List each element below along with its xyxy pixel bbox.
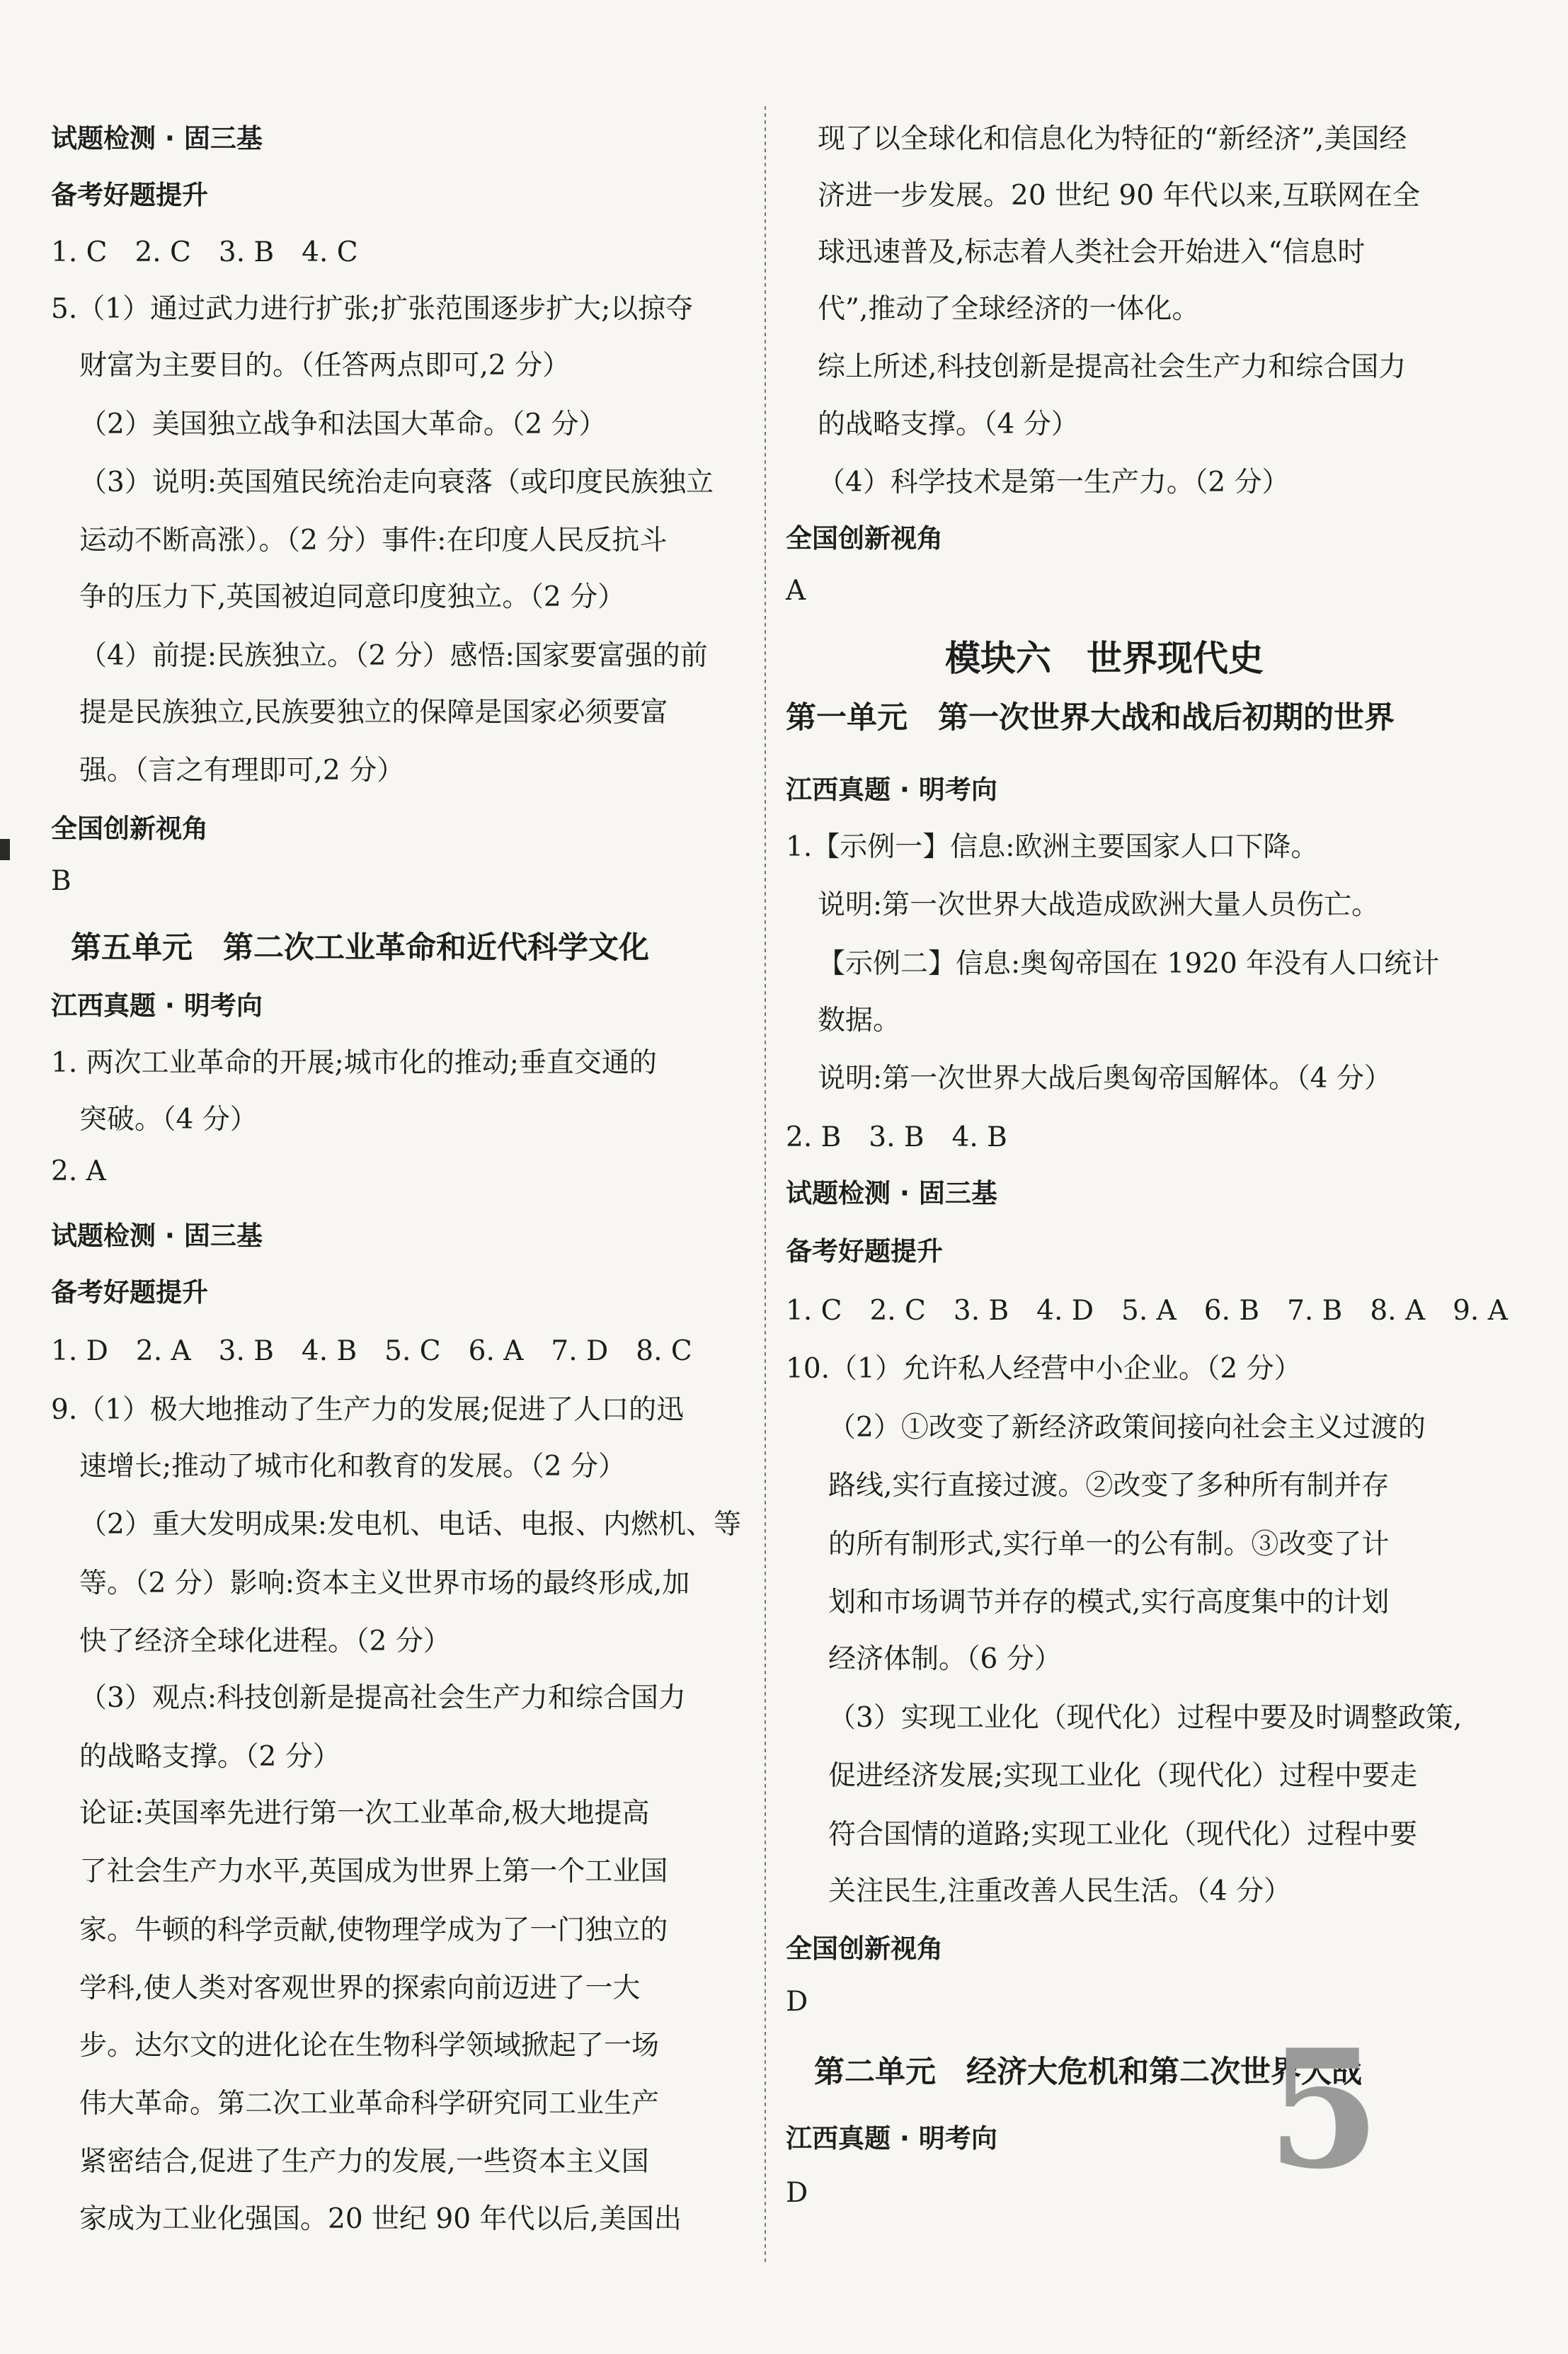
text-line: （3）观点:科技创新是提高社会生产力和综合国力	[79, 1682, 686, 1714]
text-line: （3）实现工业化（现代化）过程中要及时调整政策,	[828, 1702, 1463, 1734]
section-label: 全国创新视角	[786, 1933, 943, 1964]
text-line: 1. D 2. A 3. B 4. B 5. C 6. A 7. D 8. C	[51, 1335, 692, 1367]
unit-heading: 第五单元 第二次工业革命和近代科学文化	[71, 930, 649, 966]
text-line: 等。（2 分）影响:资本主义世界市场的最终形成,加	[79, 1567, 690, 1599]
section-label: 备考好题提升	[51, 1277, 208, 1308]
text-line: 的战略支撑。（2 分）	[79, 1741, 341, 1773]
text-line: 经济体制。（6 分）	[828, 1643, 1062, 1675]
text-line: 家。牛顿的科学贡献,使物理学成为了一门独立的	[79, 1914, 668, 1946]
section-label: 江西真题 · 明考向	[786, 775, 997, 805]
text-line: 速增长;推动了城市化和教育的发展。（2 分）	[79, 1451, 626, 1482]
section-label: 试题检测 · 固三基	[786, 1178, 997, 1209]
text-line: 运动不断高涨）。（2 分）事件:在印度人民反抗斗	[79, 525, 668, 556]
text-line: D	[786, 2177, 808, 2209]
text-line: D	[786, 1986, 808, 2018]
text-line: 促进经济发展;实现工业化（现代化）过程中要走	[828, 1760, 1418, 1792]
text-line: 学科,使人类对客观世界的探索向前迈进了一大	[79, 1972, 641, 2004]
unit-heading: 第一单元 第一次世界大战和战后初期的世界	[786, 700, 1395, 736]
unit-heading: 模块六 世界现代史	[945, 638, 1264, 679]
text-line: 说明:第一次世界大战后奥匈帝国解体。（4 分）	[818, 1063, 1392, 1095]
text-line: 路线,实行直接过渡。②改变了多种所有制并存	[828, 1470, 1390, 1502]
page-number: 5	[1267, 2014, 1381, 2205]
text-line: （4）科学技术是第一生产力。（2 分）	[818, 467, 1290, 498]
text-line: A	[786, 575, 806, 607]
text-line: 综上所述,科技创新是提高社会生产力和综合国力	[818, 351, 1407, 383]
section-label: 江西真题 · 明考向	[51, 990, 263, 1021]
text-line: 家成为工业化强国。20 世纪 90 年代以后,美国出	[79, 2203, 682, 2235]
text-line: 球迅速普及,标志着人类社会开始进入“信息时	[818, 236, 1366, 268]
text-line: 【示例二】信息:奥匈帝国在 1920 年没有人口统计	[818, 948, 1440, 980]
text-line: 9.（1）极大地推动了生产力的发展;促进了人口的迅	[51, 1394, 685, 1426]
text-line: 2. B 3. B 4. B	[786, 1121, 1007, 1153]
text-line: 1. C 2. C 3. B 4. D 5. A 6. B 7. B 8. A 9. A	[786, 1295, 1508, 1327]
text-line: 步。达尔文的进化论在生物科学领域掀起了一场	[79, 2030, 660, 2062]
text-line: 紧密结合,促进了生产力的发展,一些资本主义国	[79, 2146, 649, 2178]
section-label: 江西真题 · 明考向	[786, 2123, 997, 2154]
text-line: 争的压力下,英国被迫同意印度独立。（2 分）	[79, 581, 626, 613]
text-line: （2）①改变了新经济政策间接向社会主义过渡的	[828, 1412, 1426, 1444]
edge-mark	[0, 839, 10, 860]
text-line: 突破。（4 分）	[79, 1104, 258, 1136]
text-line: 济进一步发展。20 世纪 90 年代以来,互联网在全	[818, 180, 1420, 212]
text-line: 了社会生产力水平,英国成为世界上第一个工业国	[79, 1856, 668, 1887]
text-line: 符合国情的道路;实现工业化（现代化）过程中要	[828, 1819, 1418, 1851]
text-line: B	[51, 865, 71, 897]
text-line: （2）重大发明成果:发电机、电话、电报、内燃机、等	[79, 1509, 741, 1541]
section-label: 全国创新视角	[786, 523, 943, 554]
section-label: 备考好题提升	[786, 1236, 943, 1267]
text-line: 2. A	[51, 1155, 106, 1187]
text-line: 提是民族独立,民族要独立的保障是国家必须要富	[79, 697, 668, 729]
text-line: 1.【示例一】信息:欧洲主要国家人口下降。	[786, 831, 1319, 863]
text-line: 划和市场调节并存的模式,实行高度集中的计划	[828, 1587, 1390, 1618]
text-line: 数据。	[818, 1005, 901, 1036]
unit-heading: 第二单元 经济大危机和第二次世界大战	[814, 2055, 1362, 2090]
text-line: 说明:第一次世界大战造成欧洲大量人员伤亡。	[818, 889, 1380, 921]
section-label: 试题检测 · 固三基	[51, 123, 263, 154]
text-line: 关注民生,注重改善人民生活。（4 分）	[828, 1875, 1292, 1907]
text-line: （4）前提:民族独立。（2 分）感悟:国家要富强的前	[79, 640, 708, 672]
text-line: 代”,推动了全球经济的一体化。	[818, 293, 1200, 325]
section-label: 试题检测 · 固三基	[51, 1221, 263, 1251]
text-line: 快了经济全球化进程。（2 分）	[79, 1625, 451, 1657]
column-divider	[765, 106, 766, 2266]
text-line: 伟大革命。第二次工业革命科学研究同工业生产	[79, 2088, 660, 2120]
text-line: 1. C 2. C 3. B 4. C	[51, 236, 358, 268]
section-label: 全国创新视角	[51, 813, 208, 844]
text-line: 1. 两次工业革命的开展;城市化的推动;垂直交通的	[51, 1047, 657, 1079]
section-label: 备考好题提升	[51, 180, 208, 210]
text-line: 10.（1）允许私人经营中小企业。（2 分）	[786, 1353, 1302, 1385]
text-line: （2）美国独立战争和法国大革命。（2 分）	[79, 408, 607, 440]
text-line: 强。（言之有理即可,2 分）	[79, 755, 405, 787]
text-line: 的所有制形式,实行单一的公有制。③改变了计	[828, 1529, 1390, 1560]
text-line: 现了以全球化和信息化为特征的“新经济”,美国经	[818, 123, 1407, 155]
text-line: （3）说明:英国殖民统治走向衰落（或印度民族独立	[79, 467, 714, 498]
text-line: 财富为主要目的。（任答两点即可,2 分）	[79, 350, 571, 382]
text-line: 5.（1）通过武力进行扩张;扩张范围逐步扩大;以掠夺	[51, 293, 694, 325]
text-line: 的战略支撑。（4 分）	[818, 408, 1079, 440]
text-line: 论证:英国率先进行第一次工业革命,极大地提高	[79, 1798, 650, 1829]
